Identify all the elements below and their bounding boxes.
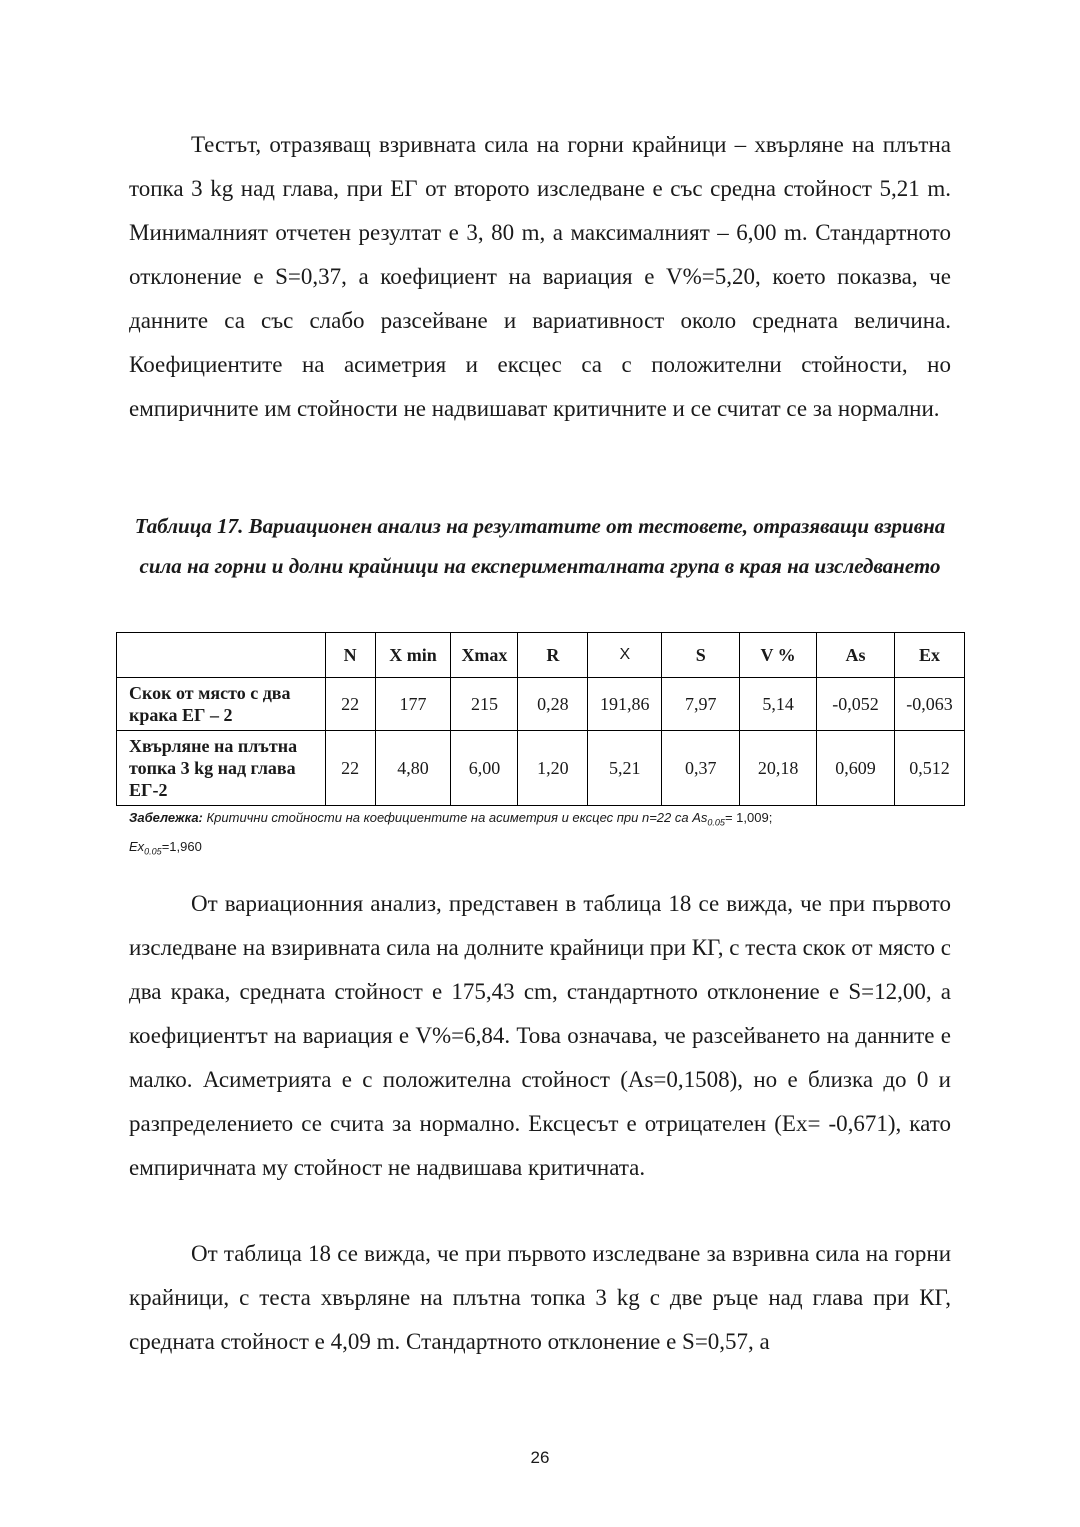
table-cell: -0,063 bbox=[894, 678, 964, 731]
header-xmin: X min bbox=[375, 633, 451, 678]
header-n: N bbox=[325, 633, 375, 678]
header-empty bbox=[117, 633, 326, 678]
note-ex-value: =1,960 bbox=[161, 838, 202, 854]
variation-analysis-table bbox=[116, 632, 965, 806]
table-cell: 22 bbox=[325, 731, 375, 806]
table-cell: 0,609 bbox=[817, 731, 895, 806]
page-number: 26 bbox=[530, 1448, 550, 1467]
note-ex-sub: 0.05 bbox=[144, 846, 162, 857]
paragraph-1: Тестът, отразяващ взривната сила на горни крайници – хвърляне на плътна топка 3 kg над глава, при ЕГ от второто изследване е със средна стойност 5,21 m. Минималният отчетен резултат е 3, 80 m, а максималният – 6,00 m. Стандартното отклонение е S=0,37, а коефициент на вариация е V%=5,20, което показва, че данните са със слабо разсейване и вариативност около средната величина. Коефициентите на асиметрия и ексцес са с положителни стойности, но емпиричните им стойности не надвишават критичните и се считат се за нормални. bbox=[129, 132, 951, 421]
note-as-symbol: As bbox=[692, 810, 708, 825]
table-caption: Таблица 17. Вариационен анализ на резултатите от тестовете, отразяващи взривна сила на горни и долни крайници на експерименталната група в края на изследването bbox=[134, 514, 946, 578]
table-row bbox=[117, 731, 965, 806]
header-mean: X bbox=[588, 633, 662, 678]
table-cell: 7,97 bbox=[662, 678, 740, 731]
header-ex: Ex bbox=[894, 633, 964, 678]
table-note bbox=[129, 806, 959, 863]
note-lead: Забележка: bbox=[129, 810, 203, 825]
table-cell: 0,37 bbox=[662, 731, 740, 806]
table-cell: 191,86 bbox=[588, 678, 662, 731]
table-cell: -0,052 bbox=[817, 678, 895, 731]
table-cell: 1,20 bbox=[518, 731, 588, 806]
header-v: V % bbox=[740, 633, 817, 678]
note-as-value: = 1,009; bbox=[724, 810, 773, 825]
row-label: Хвърляне на плътна топка 3 kg над глава ЕГ-2 bbox=[117, 731, 326, 806]
header-r: R bbox=[518, 633, 588, 678]
table-header-row bbox=[117, 633, 965, 678]
table-cell: 20,18 bbox=[740, 731, 817, 806]
table-cell: 215 bbox=[451, 678, 518, 731]
row-label: Скок от място с два крака ЕГ – 2 bbox=[117, 678, 326, 731]
header-s: S bbox=[662, 633, 740, 678]
header-as: As bbox=[817, 633, 895, 678]
table-cell: 0,28 bbox=[518, 678, 588, 731]
paragraph-2: От вариационния анализ, представен в таблица 18 се вижда, че при първото изследване на взиривната сила на долните крайници при КГ, с теста скок от място с два крака, средната стойност е 175,43 cm, стандартното отклонение е S=12,00, а коефициентът на вариация е V%=6,84. Това означава, че разсейването на данните е малко. Асиметрията е с положителна стойност (As=0,1508), но е близка до 0 и разпределението се счита за нормално. Ексцесът е отрицателен (Ex= -0,671), като емпиричната му стойност не надвишава критичната. bbox=[129, 891, 951, 1180]
paragraph-3: От таблица 18 се вижда, че при първото изследване за взривна сила на горни крайници, с теста хвърляне на плътна топка 3 kg с две ръце над глава при КГ, средната стойност е 4,09 m. Стандартното отклонение е S=0,57, а bbox=[129, 1241, 951, 1354]
table-cell: 6,00 bbox=[451, 731, 518, 806]
table-cell: 5,21 bbox=[588, 731, 662, 806]
table-cell: 4,80 bbox=[375, 731, 451, 806]
table-cell: 0,512 bbox=[894, 731, 964, 806]
note-ex-symbol: Ex bbox=[129, 838, 145, 854]
table-row bbox=[117, 678, 965, 731]
table-cell: 5,14 bbox=[740, 678, 817, 731]
table-cell: 177 bbox=[375, 678, 451, 731]
table-cell: 22 bbox=[325, 678, 375, 731]
note-text: Критични стойности на коефициентите на асиметрия и ексцес при n=22 са bbox=[206, 810, 689, 825]
header-xmax: Xmax bbox=[451, 633, 518, 678]
note-as-sub: 0.05 bbox=[707, 817, 725, 828]
